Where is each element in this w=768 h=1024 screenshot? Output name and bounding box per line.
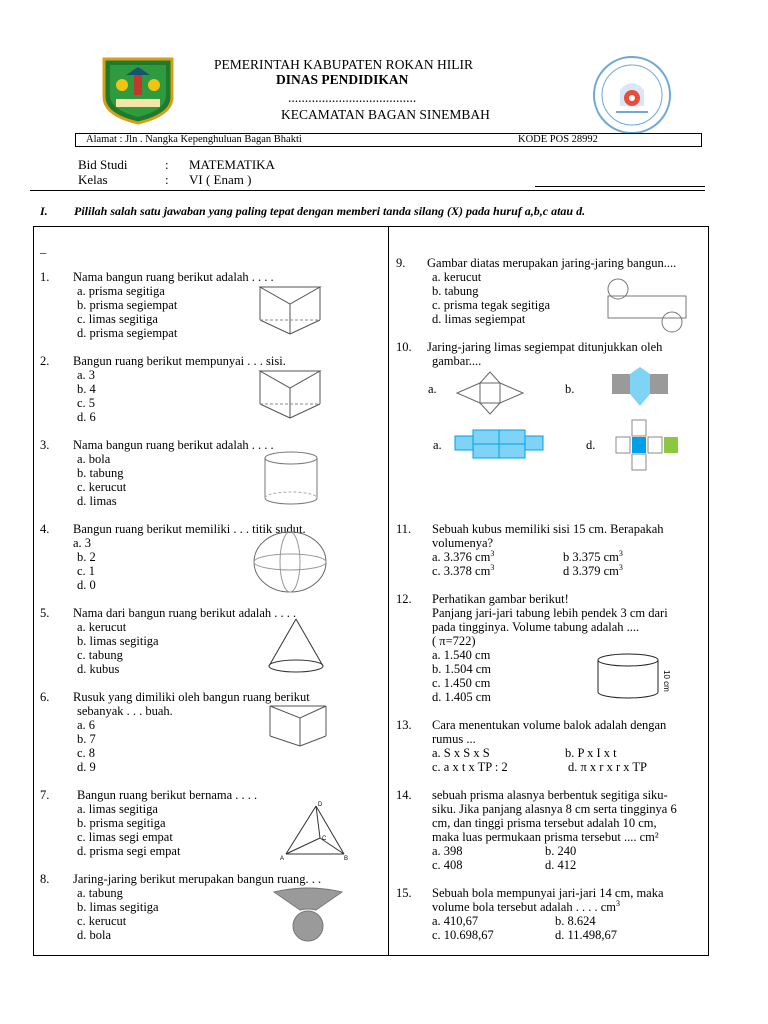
logo-left [100, 55, 176, 125]
option-d[interactable] [563, 564, 623, 578]
question-text-line-4: maka luas permukaan prisma tersebut .... cm² [432, 830, 659, 844]
option-a[interactable]: a. bola [77, 452, 111, 466]
question-number: 7. [40, 788, 50, 802]
header-line-3: ...................................... [288, 90, 417, 105]
question-text-line-4: ( π=722) [432, 634, 476, 648]
subject-sep: : [165, 157, 169, 172]
option-c[interactable] [432, 564, 494, 578]
question-number: 8. [40, 872, 50, 886]
option-b[interactable]: b. 7 [77, 732, 96, 746]
option-d[interactable]: d. prisma segi empat [77, 844, 181, 858]
pyramid-figure [280, 800, 350, 862]
question-number: 9. [396, 256, 406, 270]
option-d[interactable]: d. 412 [545, 858, 577, 872]
section-number: I. [40, 204, 48, 218]
address-text: Alamat : Jln . Nangka Kepenghuluan Bagan Bhakti [86, 134, 302, 145]
unit-superscript: 3 [618, 548, 623, 558]
option-a[interactable]: a. tabung [77, 886, 123, 900]
cylinder-figure [260, 450, 322, 508]
question-text: Cara menentukan volume balok adalah dengan [432, 718, 667, 732]
option-a[interactable]: a. kerucut [77, 620, 127, 634]
question-number: 12. [396, 592, 412, 606]
option-d[interactable]: d. 6 [77, 410, 96, 424]
option-b[interactable]: b. 240 [545, 844, 577, 858]
question-text: Perhatikan gambar berikut! [432, 592, 569, 606]
question-text-line-3: cm, dan tinggi prisma tersebut adalah 10 cm, [432, 816, 657, 830]
option-d[interactable]: d. 1.405 cm [432, 690, 492, 704]
option-b-text: b 3.375 cm [563, 550, 619, 564]
logo-right [590, 54, 674, 136]
option-a-text: a. 3.376 cm [432, 550, 491, 564]
option-d-label[interactable]: d. [586, 438, 596, 452]
option-a[interactable]: a. 6 [77, 718, 96, 732]
option-d[interactable]: d. limas segiempat [432, 312, 526, 326]
unit-superscript: 3 [490, 562, 495, 572]
question-text-line-3: pada tingginya. Volume tabung adalah .... [432, 620, 640, 634]
vertex-label-c: C [322, 836, 327, 842]
option-d[interactable]: d. π x r x r x TP [568, 760, 647, 774]
question-text-line-2: siku. Jika panjang alasnya 8 cm serta tingginya 6 [432, 802, 677, 816]
subject-label: Bid Studi [78, 157, 128, 172]
column-divider [388, 227, 389, 955]
question-number: 13. [396, 718, 412, 732]
cone-figure [266, 616, 326, 676]
question-text: Rusuk yang dimiliki oleh bangun ruang berikut [73, 690, 310, 704]
option-b[interactable]: b. tabung [432, 284, 479, 298]
dash-mark: _ [40, 241, 47, 255]
question-text: Sebuah bola mempunyai jari-jari 14 cm, maka [432, 886, 664, 900]
option-c[interactable]: c. 5 [77, 396, 96, 410]
triangular-prism-figure [255, 282, 325, 338]
option-b[interactable]: b. limas segitiga [77, 634, 159, 648]
postcode-text: KODE POS 28992 [518, 134, 598, 145]
header-line-4: KECAMATAN BAGAN SINEMBAH [281, 107, 490, 122]
option-c[interactable]: c. limas segi empat [77, 830, 173, 844]
triangular-prism-figure [255, 366, 325, 422]
question-text-line-1: sebuah prisma alasnya berbentuk segitiga siku- [432, 788, 668, 802]
height-label: 10 cm [662, 670, 671, 692]
question-text: Jaring-jaring berikut merupakan bangun ruang. . . [73, 872, 322, 886]
option-b[interactable]: b. 4 [77, 382, 96, 396]
question-text-cont-text: volume bola tersebut adalah . . . . cm [432, 900, 616, 914]
cylinder-net-figure [604, 278, 690, 332]
option-b[interactable] [563, 550, 623, 564]
option-d[interactable]: d. prisma segiempat [77, 326, 178, 340]
header-line-2: DINAS PENDIDIKAN [276, 72, 409, 87]
header-divider-short [535, 186, 705, 187]
question-text-cont [432, 900, 620, 914]
cylinder-figure [592, 650, 672, 704]
question-text-cont: gambar.... [432, 354, 482, 368]
unit-superscript: 3 [490, 548, 495, 558]
option-c[interactable]: c. 408 [432, 858, 463, 872]
question-number: 1. [40, 270, 50, 284]
option-b[interactable]: b. 1.504 cm [432, 662, 492, 676]
option-a[interactable]: a. 3 [73, 536, 92, 550]
question-text-cont: rumus ... [432, 732, 476, 746]
question-number: 4. [40, 522, 50, 536]
question-text: Nama dari bangun ruang berikut adalah . . . . [73, 606, 297, 620]
question-text: Bangun ruang berikut mempunyai . . . sisi. [73, 354, 286, 368]
option-c[interactable]: c. 10.698,67 [432, 928, 494, 942]
question-text: Jaring-jaring limas segiempat ditunjukkan oleh [427, 340, 663, 354]
option-a[interactable] [432, 550, 494, 564]
vertex-label-a: A [280, 856, 285, 862]
option-c-text: c. 3.378 cm [432, 564, 491, 578]
question-text: Bangun ruang berikut bernama . . . . [77, 788, 258, 802]
header-line-1: PEMERINTAH KABUPATEN ROKAN HILIR [214, 57, 474, 72]
subject-value: MATEMATIKA [189, 157, 275, 172]
question-number: 3. [40, 438, 50, 452]
header-divider [30, 190, 705, 191]
option-c[interactable]: c. limas segitiga [77, 312, 158, 326]
question-number: 10. [396, 340, 412, 354]
option-b[interactable]: b. P x I x t [565, 746, 617, 760]
option-d-text: d 3.379 cm [563, 564, 619, 578]
net-a-figure [455, 370, 525, 416]
option-a[interactable]: a. 1.540 cm [432, 648, 491, 662]
option-a[interactable]: a. S x S x S [432, 746, 490, 760]
option-b[interactable]: b. 2 [77, 550, 96, 564]
question-number: 15. [396, 886, 412, 900]
question-text: Gambar diatas merupakan jaring-jaring bangun.... [427, 256, 677, 270]
option-b[interactable]: b. prisma segitiga [77, 816, 166, 830]
option-d[interactable]: d. kubus [77, 662, 120, 676]
option-a[interactable]: a. 410,67 [432, 914, 479, 928]
option-c[interactable]: c. kerucut [77, 914, 127, 928]
question-text: Nama bangun ruang berikut adalah . . . . [73, 270, 274, 284]
section-instruction: Pililah salah satu jawaban yang paling tepat dengan memberi tanda silang (X) pada huruf a,b,c atau d. [74, 204, 586, 218]
option-b[interactable]: b. limas segitiga [77, 900, 159, 914]
option-c-label[interactable]: a. [433, 438, 442, 452]
option-c[interactable]: c. 1 [77, 564, 96, 578]
option-d[interactable]: d. limas [77, 494, 117, 508]
option-c[interactable]: c. prisma tegak segitiga [432, 298, 551, 312]
question-number: 2. [40, 354, 50, 368]
class-label: Kelas [78, 172, 108, 187]
unit-superscript: 3 [618, 562, 623, 572]
option-c[interactable]: c. a x t x TP : 2 [432, 760, 508, 774]
option-b[interactable]: b. prisma segiempat [77, 298, 178, 312]
option-b-label[interactable]: b. [565, 382, 575, 396]
option-c[interactable]: c. kerucut [77, 480, 127, 494]
question-text-cont: volumenya? [432, 536, 494, 550]
question-number: 14. [396, 788, 412, 802]
option-a[interactable]: a. 3 [77, 368, 96, 382]
triangular-prism-figure [266, 702, 330, 750]
cone-net-figure [268, 886, 348, 944]
class-value: VI ( Enam ) [189, 172, 252, 187]
question-text: Bangun ruang berikut memiliki . . . titik sudut. [73, 522, 306, 536]
net-c-figure [455, 430, 545, 462]
option-a[interactable]: a. prisma segitiga [77, 284, 165, 298]
option-c[interactable]: c. 8 [77, 746, 96, 760]
option-a[interactable]: a. kerucut [432, 270, 482, 284]
net-b-figure [612, 368, 672, 410]
question-text-line-2: Panjang jari-jari tabung lebih pendek 3 cm dari [432, 606, 668, 620]
vertex-label-d: D [318, 802, 323, 808]
option-a[interactable]: a. limas segitiga [77, 802, 158, 816]
question-number: 5. [40, 606, 50, 620]
question-text-cont: sebanyak . . . buah. [77, 704, 173, 718]
question-text: Sebuah kubus memiliki sisi 15 cm. Berapakah [432, 522, 664, 536]
option-b[interactable]: b. 8.624 [555, 914, 596, 928]
question-number: 11. [396, 522, 412, 536]
sphere-figure [252, 530, 328, 594]
option-d[interactable]: d. 9 [77, 760, 96, 774]
net-d-figure [616, 420, 680, 474]
option-a-label[interactable]: a. [428, 382, 437, 396]
option-d[interactable]: d. bola [77, 928, 112, 942]
option-a[interactable]: a. 398 [432, 844, 463, 858]
option-c[interactable]: c. 1.450 cm [432, 676, 491, 690]
option-c[interactable]: c. tabung [77, 648, 123, 662]
option-b[interactable]: b. tabung [77, 466, 124, 480]
vertex-label-b: B [344, 856, 349, 862]
option-d[interactable]: d. 0 [77, 578, 96, 592]
option-d[interactable]: d. 11.498,67 [555, 928, 618, 942]
question-text: Nama bangun ruang berikut adalah . . . . [73, 438, 274, 452]
class-sep: : [165, 172, 169, 187]
unit-superscript: 3 [615, 898, 620, 908]
question-number: 6. [40, 690, 50, 704]
